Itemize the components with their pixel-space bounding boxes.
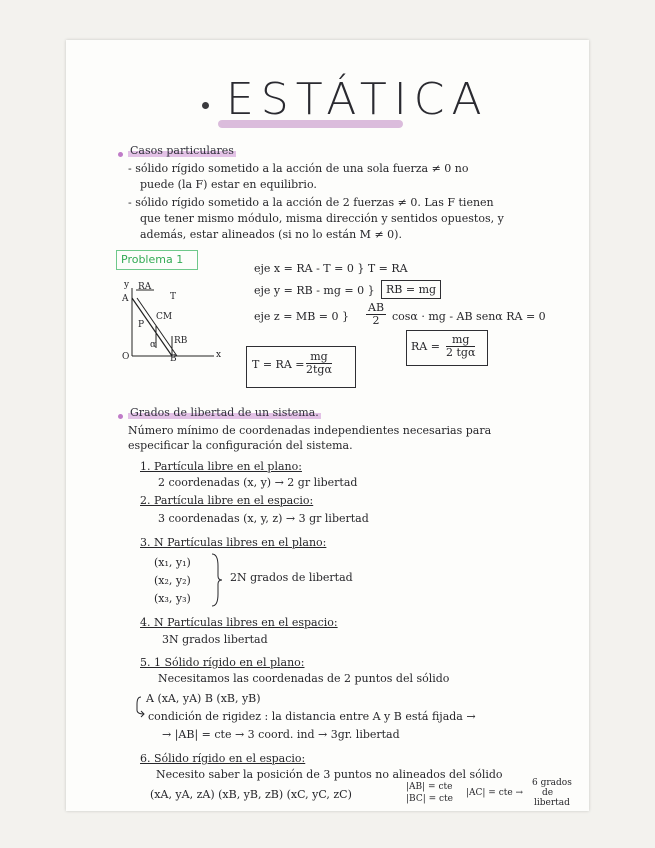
item-body: Necesito saber la posición de 3 puntos no alineados del sólido <box>156 768 503 781</box>
equation-x: eje x = RA - T = 0 } T = RA <box>254 262 408 275</box>
tension-label: T <box>170 292 177 302</box>
fraction-denominator: 2 tgα <box>446 346 476 359</box>
equation-z: eje z = MB = 0 } <box>254 310 349 323</box>
item-body: 2 coordenadas (x, y) → 2 gr libertad <box>158 476 358 489</box>
rigidity-result: → |AB| = cte → 3 coord. ind → 3gr. libertad <box>162 728 400 741</box>
fraction-denominator: 2 <box>372 314 380 327</box>
ra-lhs: RA = <box>411 340 440 353</box>
casos-heading: Casos particulares <box>130 144 234 157</box>
item-title: 4. N Partículas libres en el espacio: <box>140 616 338 629</box>
title-bullet <box>202 102 209 109</box>
casos-line: - sólido rígido sometido a la acción de una sola fuerza ≠ 0 no <box>128 162 469 175</box>
result-line: libertad <box>534 798 570 808</box>
item-body: 3N grados libertad <box>162 633 268 646</box>
equation-y: eje y = RB - mg = 0 } <box>254 284 375 297</box>
casos-line: además, estar alineados (si no lo están M ≠ 0). <box>140 228 402 241</box>
equation-z-fraction <box>366 302 386 327</box>
item-points: (xA, yA, zA) (xB, yB, zB) (xC, yC, zC) <box>150 788 352 801</box>
axis-y-label: y <box>124 280 130 290</box>
equation-z-rest: cosα · mg - AB senα RA = 0 <box>392 310 546 323</box>
item-body: 3 coordenadas (x, y, z) → 3 gr libertad <box>158 512 369 525</box>
casos-line: - sólido rígido sometido a la acción de 2 fuerzas ≠ 0. Las F tienen <box>128 196 494 209</box>
section-bullet <box>118 414 123 419</box>
fraction-numerator: mg <box>306 351 332 364</box>
ladder-diagram <box>114 278 224 368</box>
cm-label: CM <box>156 312 173 322</box>
fraction-numerator: AB <box>368 301 385 314</box>
ra-fraction <box>446 334 475 359</box>
rb-result: RB = mg <box>386 283 437 296</box>
arrow-icon <box>136 696 146 718</box>
point-a-label: A <box>122 294 129 304</box>
coordinate-pair: (x₂, y₂) <box>154 574 191 587</box>
point-b-label: B <box>170 354 177 364</box>
coordinate-pair: (x₁, y₁) <box>154 556 191 569</box>
coordinate-pair: (x₃, y₃) <box>154 592 191 605</box>
item-title: 5. 1 Sólido rígido en el plano: <box>140 656 305 669</box>
notebook-page <box>66 40 589 811</box>
weight-label: P <box>138 320 145 330</box>
item-points: A (xA, yA) B (xB, yB) <box>146 692 261 705</box>
item-body: Necesitamos las coordenadas de 2 puntos del sólido <box>158 672 450 685</box>
rigidity-condition: condición de rigidez : la distancia entre A y B está fijada → <box>148 710 476 723</box>
alpha-label: α <box>150 340 157 350</box>
grados-heading: Grados de libertad de un sistema. <box>130 406 319 419</box>
fraction-denominator: 2tgα <box>306 363 332 376</box>
fraction-numerator: mg <box>446 334 475 347</box>
problem-label: Problema 1 <box>121 253 184 266</box>
force-rb-label: RB <box>174 336 188 346</box>
casos-line: que tener mismo módulo, misma dirección y sentidos opuestos, y <box>140 212 504 225</box>
page-title: ESTÁTICA <box>226 74 489 125</box>
grados-definition: especificar la configuración del sistema. <box>128 439 353 452</box>
grados-definition: Número mínimo de coordenadas independientes necesarias para <box>128 424 492 437</box>
brace-icon <box>210 552 224 608</box>
section-bullet <box>118 152 123 157</box>
distance-ab: |AB| = cte <box>406 782 453 792</box>
force-ra-label: RA <box>138 282 152 292</box>
item-body: 2N grados de libertad <box>230 571 353 584</box>
origin-label: O <box>122 352 130 362</box>
casos-line: puede (la F) estar en equilibrio. <box>140 178 317 191</box>
item-title: 3. N Partículas libres en el plano: <box>140 536 327 549</box>
distance-bc: |BC| = cte <box>406 794 453 804</box>
item-title: 6. Sólido rígido en el espacio: <box>140 752 306 765</box>
t-lhs: T = RA = <box>252 358 305 371</box>
item-title: 2. Partícula libre en el espacio: <box>140 494 314 507</box>
result-line: 6 grados <box>532 778 572 788</box>
distance-ac: |AC| = cte → <box>466 788 524 798</box>
axis-x-label: x <box>216 350 222 360</box>
t-fraction <box>306 351 332 376</box>
result-line: de <box>542 788 554 798</box>
problem-label-box <box>116 250 198 270</box>
item-title: 1. Partícula libre en el plano: <box>140 460 302 473</box>
